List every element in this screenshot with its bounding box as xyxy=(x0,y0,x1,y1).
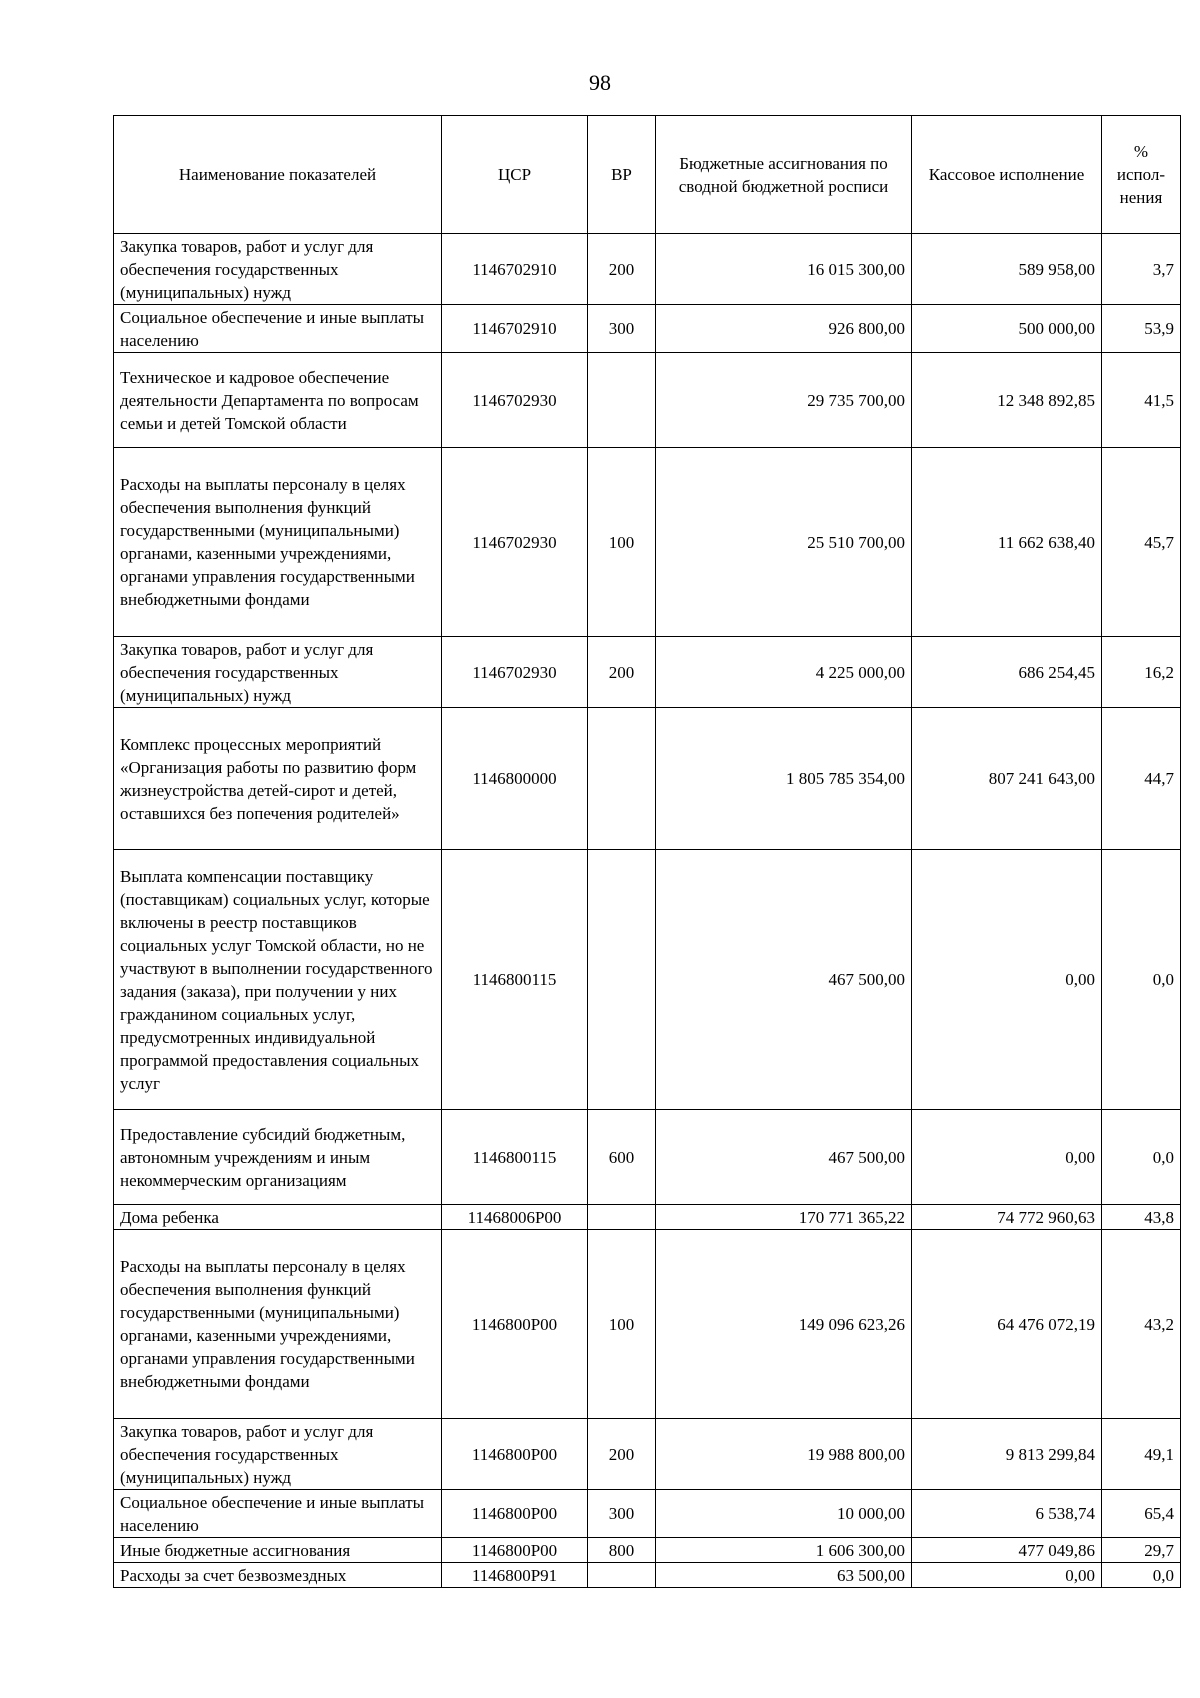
cell-cash: 589 958,00 xyxy=(912,234,1102,305)
cell-budget: 170 771 365,22 xyxy=(656,1205,912,1230)
cell-cash: 500 000,00 xyxy=(912,305,1102,353)
table-row xyxy=(114,1490,1181,1538)
cell-csr: 1146800115 xyxy=(442,1110,588,1205)
table-row xyxy=(114,448,1181,637)
cell-percent: 16,2 xyxy=(1102,637,1181,708)
cell-percent: 45,7 xyxy=(1102,448,1181,637)
cell-budget: 4 225 000,00 xyxy=(656,637,912,708)
cell-cash: 686 254,45 xyxy=(912,637,1102,708)
cell-csr: 1146702910 xyxy=(442,234,588,305)
budget-execution-table xyxy=(113,115,1181,1588)
table-header-row xyxy=(114,116,1181,234)
cell-name: Выплата компенсации поставщику (поставщикам) социальных услуг, которые включены в реестр поставщиков социальных услуг Томской области, но не участвуют в выполнении государственного задания (заказа), при получении у них гражданином социальных услуг, предусмотренных индивидуальной программой предоставления социальных услуг xyxy=(114,850,442,1110)
cell-name: Расходы за счет безвозмездных xyxy=(114,1563,442,1588)
table-row xyxy=(114,305,1181,353)
cell-cash: 0,00 xyxy=(912,850,1102,1110)
cell-budget: 10 000,00 xyxy=(656,1490,912,1538)
cell-cash: 11 662 638,40 xyxy=(912,448,1102,637)
cell-budget: 63 500,00 xyxy=(656,1563,912,1588)
cell-vr xyxy=(588,353,656,448)
header-csr: ЦСР xyxy=(442,116,588,234)
table-row xyxy=(114,708,1181,850)
cell-name: Дома ребенка xyxy=(114,1205,442,1230)
table-row xyxy=(114,1419,1181,1490)
cell-budget: 1 805 785 354,00 xyxy=(656,708,912,850)
cell-percent: 65,4 xyxy=(1102,1490,1181,1538)
table-row xyxy=(114,1563,1181,1588)
cell-budget: 25 510 700,00 xyxy=(656,448,912,637)
cell-percent: 29,7 xyxy=(1102,1538,1181,1563)
cell-csr: 1146800Р00 xyxy=(442,1538,588,1563)
cell-csr: 1146702910 xyxy=(442,305,588,353)
cell-budget: 926 800,00 xyxy=(656,305,912,353)
page-number: 98 xyxy=(589,70,611,95)
cell-percent: 0,0 xyxy=(1102,1110,1181,1205)
header-budget: Бюджетные ассигнования по сводной бюджетной росписи xyxy=(656,116,912,234)
cell-name: Расходы на выплаты персоналу в целях обеспечения выполнения функций государственными (муниципальными) органами, казенными учреждениями, органами управления государственными внебюджетными фондами xyxy=(114,1230,442,1419)
table-row xyxy=(114,353,1181,448)
cell-csr: 1146800Р00 xyxy=(442,1230,588,1419)
cell-vr: 100 xyxy=(588,1230,656,1419)
cell-cash: 12 348 892,85 xyxy=(912,353,1102,448)
cell-cash: 0,00 xyxy=(912,1110,1102,1205)
cell-cash: 0,00 xyxy=(912,1563,1102,1588)
cell-vr xyxy=(588,1205,656,1230)
cell-vr xyxy=(588,850,656,1110)
header-percent: % испол-нения xyxy=(1102,116,1181,234)
table-row xyxy=(114,1230,1181,1419)
cell-percent: 44,7 xyxy=(1102,708,1181,850)
cell-budget: 467 500,00 xyxy=(656,1110,912,1205)
cell-percent: 3,7 xyxy=(1102,234,1181,305)
table-row xyxy=(114,1538,1181,1563)
cell-csr: 1146800Р00 xyxy=(442,1490,588,1538)
cell-vr: 800 xyxy=(588,1538,656,1563)
cell-percent: 43,8 xyxy=(1102,1205,1181,1230)
header-cash: Кассовое исполнение xyxy=(912,116,1102,234)
cell-percent: 53,9 xyxy=(1102,305,1181,353)
cell-csr: 1146800115 xyxy=(442,850,588,1110)
cell-csr: 11468006Р00 xyxy=(442,1205,588,1230)
cell-csr: 1146800Р00 xyxy=(442,1419,588,1490)
cell-csr: 1146702930 xyxy=(442,637,588,708)
cell-budget: 29 735 700,00 xyxy=(656,353,912,448)
table-row xyxy=(114,234,1181,305)
cell-name: Техническое и кадровое обеспечение деятельности Департамента по вопросам семьи и детей Томской области xyxy=(114,353,442,448)
cell-vr: 200 xyxy=(588,234,656,305)
cell-name: Иные бюджетные ассигнования xyxy=(114,1538,442,1563)
cell-name: Закупка товаров, работ и услуг для обеспечения государственных (муниципальных) нужд xyxy=(114,1419,442,1490)
cell-name: Расходы на выплаты персоналу в целях обеспечения выполнения функций государственными (муниципальными) органами, казенными учреждениями, органами управления государственными внебюджетными фондами xyxy=(114,448,442,637)
cell-vr xyxy=(588,1563,656,1588)
cell-budget: 1 606 300,00 xyxy=(656,1538,912,1563)
cell-vr: 300 xyxy=(588,305,656,353)
header-name: Наименование показателей xyxy=(114,116,442,234)
table-row xyxy=(114,1205,1181,1230)
cell-name: Комплекс процессных мероприятий «Организация работы по развитию форм жизнеустройства детей-сирот и детей, оставшихся без попечения родителей» xyxy=(114,708,442,850)
cell-vr xyxy=(588,708,656,850)
cell-percent: 41,5 xyxy=(1102,353,1181,448)
cell-budget: 149 096 623,26 xyxy=(656,1230,912,1419)
cell-vr: 600 xyxy=(588,1110,656,1205)
cell-csr: 1146800Р91 xyxy=(442,1563,588,1588)
cell-name: Закупка товаров, работ и услуг для обеспечения государственных (муниципальных) нужд xyxy=(114,234,442,305)
cell-cash: 807 241 643,00 xyxy=(912,708,1102,850)
cell-vr: 100 xyxy=(588,448,656,637)
cell-name: Социальное обеспечение и иные выплаты населению xyxy=(114,1490,442,1538)
cell-vr: 200 xyxy=(588,637,656,708)
cell-cash: 9 813 299,84 xyxy=(912,1419,1102,1490)
cell-vr: 200 xyxy=(588,1419,656,1490)
cell-cash: 6 538,74 xyxy=(912,1490,1102,1538)
cell-vr: 300 xyxy=(588,1490,656,1538)
cell-percent: 0,0 xyxy=(1102,1563,1181,1588)
cell-name: Предоставление субсидий бюджетным, автономным учреждениям и иным некоммерческим организациям xyxy=(114,1110,442,1205)
header-vr: ВР xyxy=(588,116,656,234)
cell-cash: 477 049,86 xyxy=(912,1538,1102,1563)
cell-percent: 49,1 xyxy=(1102,1419,1181,1490)
cell-cash: 74 772 960,63 xyxy=(912,1205,1102,1230)
cell-budget: 467 500,00 xyxy=(656,850,912,1110)
cell-csr: 1146702930 xyxy=(442,353,588,448)
cell-budget: 19 988 800,00 xyxy=(656,1419,912,1490)
cell-csr: 1146800000 xyxy=(442,708,588,850)
table-row xyxy=(114,1110,1181,1205)
cell-name: Закупка товаров, работ и услуг для обеспечения государственных (муниципальных) нужд xyxy=(114,637,442,708)
cell-name: Социальное обеспечение и иные выплаты населению xyxy=(114,305,442,353)
table-row xyxy=(114,850,1181,1110)
cell-percent: 43,2 xyxy=(1102,1230,1181,1419)
cell-percent: 0,0 xyxy=(1102,850,1181,1110)
table-row xyxy=(114,637,1181,708)
cell-cash: 64 476 072,19 xyxy=(912,1230,1102,1419)
cell-csr: 1146702930 xyxy=(442,448,588,637)
cell-budget: 16 015 300,00 xyxy=(656,234,912,305)
